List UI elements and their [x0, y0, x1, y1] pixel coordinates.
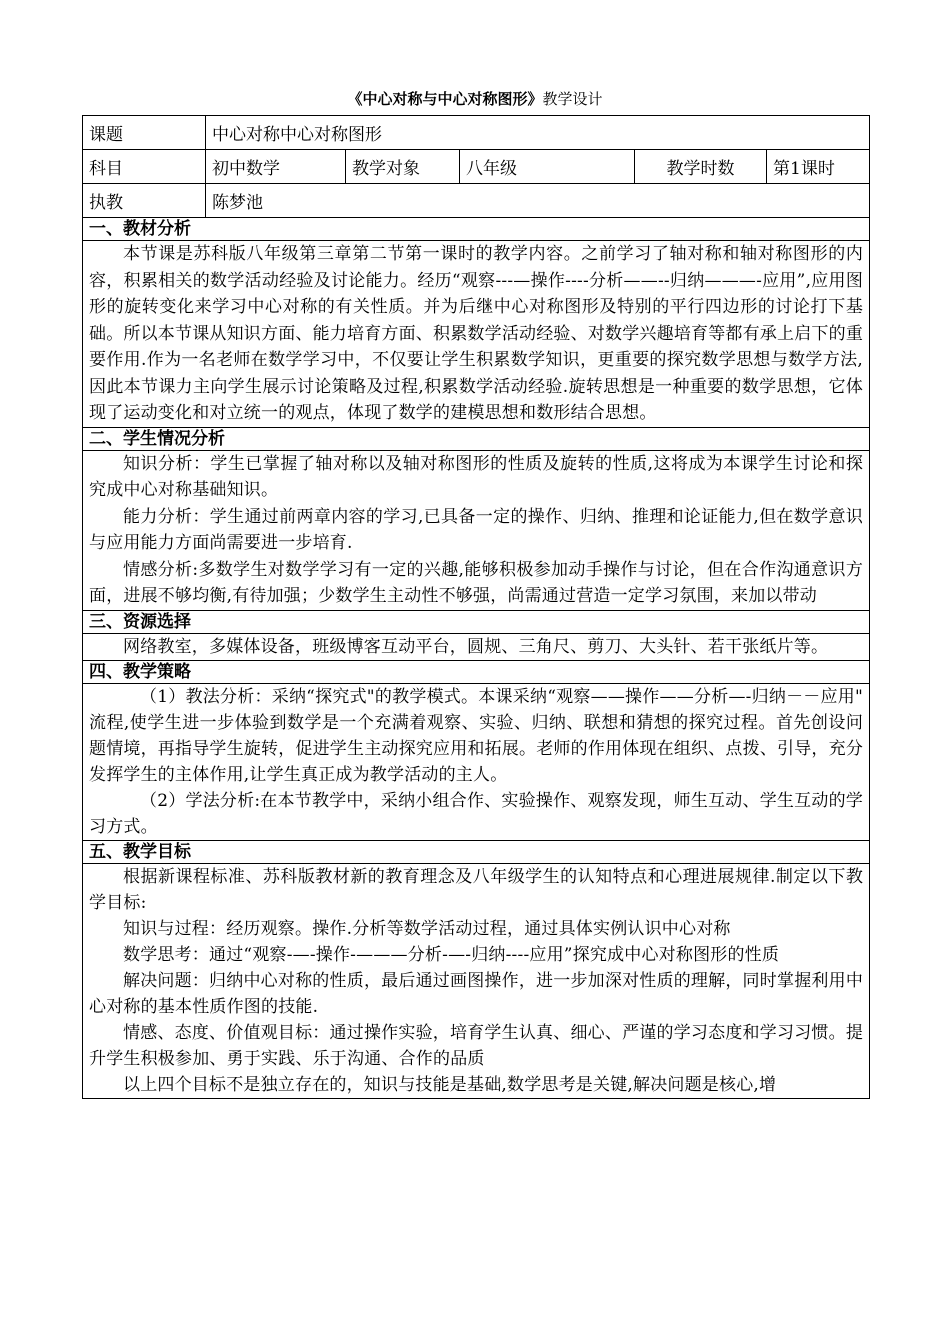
thinking-objective-paragraph: 数学思考：通过“观察-—-操作-———分析-—-归纳----应用”探究成中心对称图形的性质: [123, 945, 780, 965]
objectives-intro-paragraph: 根据新课程标准、苏科版教材新的教育理念及八年级学生的认知特点和心理进展规律.制定以下教学目标:: [89, 867, 864, 913]
lesson-plan-table: [82, 115, 870, 1099]
section-heading-row: [83, 661, 870, 684]
topic-row: [83, 116, 870, 150]
section-body-row: [83, 633, 870, 661]
learning-method-paragraph: （2）学法分析:在本节教学中，采纳小组合作、实验操作、观察发现，师生互动、学生互动的学习方式。: [89, 791, 864, 837]
section-heading-textbook: 一、教材分析: [83, 218, 870, 241]
hours-value: 第1课时: [767, 150, 870, 184]
section-heading-strategy: 四、教学策略: [83, 661, 870, 684]
problem-solving-objective-paragraph: 解决问题：归纳中心对称的性质，最后通过画图操作，进一步加深对性质的理解，同时掌握利用中心对称的基本性质作图的技能.: [89, 971, 864, 1017]
section-body-row: [83, 864, 870, 1099]
objectives-summary-paragraph: 以上四个目标不是独立存在的，知识与技能是基础,数学思考是关键,解决问题是核心,增: [123, 1075, 777, 1095]
emotion-objective-paragraph: 情感、态度、价值观目标：通过操作实验，培育学生认真、细心、严谨的学习态度和学习习惯。提升学生积极参加、勇于实践、乐于沟通、合作的品质: [89, 1023, 864, 1069]
teacher-label: 执教: [83, 184, 206, 218]
section-body-row: [83, 241, 870, 428]
emotion-analysis-paragraph: 情感分析:多数学生对数学学习有一定的兴趣,能够积极参加动手操作与讨论，但在合作沟通意识方面，进展不够均衡,有待加强；少数学生主动性不够强，尚需通过营造一定学习氛围，来加以带动: [89, 559, 864, 606]
resources-paragraph: 网络教室，多媒体设备，班级博客互动平台，圆规、三角尺、剪刀、大头针、若干张纸片等。: [123, 636, 829, 657]
knowledge-analysis-paragraph: 知识分析：学生已掌握了轴对称以及轴对称图形的性质及旋转的性质,这将成为本课学生讨论和探究成中心对称基础知识。: [89, 453, 864, 500]
section-heading-row: [83, 841, 870, 864]
hours-label: 教学时数: [635, 150, 767, 184]
ability-analysis-paragraph: 能力分析：学生通过前两章内容的学习,已具备一定的操作、归纳、推理和论证能力,但在数学意识与应用能力方面尚需要进一步培育.: [89, 506, 864, 553]
audience-value: 八年级: [460, 150, 635, 184]
textbook-analysis-paragraph: 本节课是苏科版八年级第三章第二节第一课时的教学内容。之前学习了轴对称和轴对称图形的内容，积累相关的数学活动经验及讨论能力。经历“观察---—操作----分析——--归纳———-应用”,应用图形的旋转变化来学习中心对称的有关性质。并为后继中心对称图形及特别的平行四边形的讨论打下基础。所以本节课从知识方面、能力培育方面、积累数学活动经验、对数学兴趣培育等都有承上启下的重要作用.作为一名老师在数学学习中，不仅要让学生积累数学知识，更重要的探究数学思想与数学方法,因此本节课力主向学生展示讨论策略及过程,积累数学活动经验.旋转思想是一种重要的数学思想，它体现了运动变化和对立统一的观点，体现了数学的建模思想和数形结合思想。: [89, 244, 864, 423]
knowledge-objective-paragraph: 知识与过程：经历观察。操作.分析等数学活动过程，通过具体实例认识中心对称: [123, 919, 731, 939]
subject-value: 初中数学: [206, 150, 346, 184]
teacher-row: [83, 184, 870, 218]
section-heading-row: [83, 610, 870, 633]
section-body-row: [83, 684, 870, 841]
topic-value: 中心对称中心对称图形: [206, 116, 870, 150]
section-heading-resources: 三、资源选择: [83, 610, 870, 633]
audience-label: 教学对象: [346, 150, 460, 184]
document-title-rest: 教学设计: [542, 90, 603, 108]
teaching-method-paragraph: （1）教法分析：采纳“探究式"的教学模式。本课采纳“观察——操作——分析—-归纳－－应用" 流程,使学生进一步体验到数学是一个充满着观察、实验、归纳、联想和猜想的探究过程。首先创设问题情境，再指导学生旋转，促进学生主动探究应用和拓展。老师的作用体现在组织、点拨、引导，充分发挥学生的主体作用,让学生真正成为教学活动的主人。: [89, 687, 864, 785]
section-heading-objectives: 五、教学目标: [83, 841, 870, 864]
subject-row: [83, 150, 870, 184]
document-title-bold: 《中心对称与中心对称图形》: [347, 90, 543, 108]
section-heading-row: [83, 218, 870, 241]
subject-label: 科目: [83, 150, 206, 184]
section-body-row: [83, 450, 870, 610]
teacher-value: 陈梦池: [206, 184, 870, 218]
document-title: [0, 88, 950, 110]
section-heading-students: 二、学生情况分析: [83, 427, 870, 450]
topic-label: 课题: [83, 116, 206, 150]
section-heading-row: [83, 427, 870, 450]
